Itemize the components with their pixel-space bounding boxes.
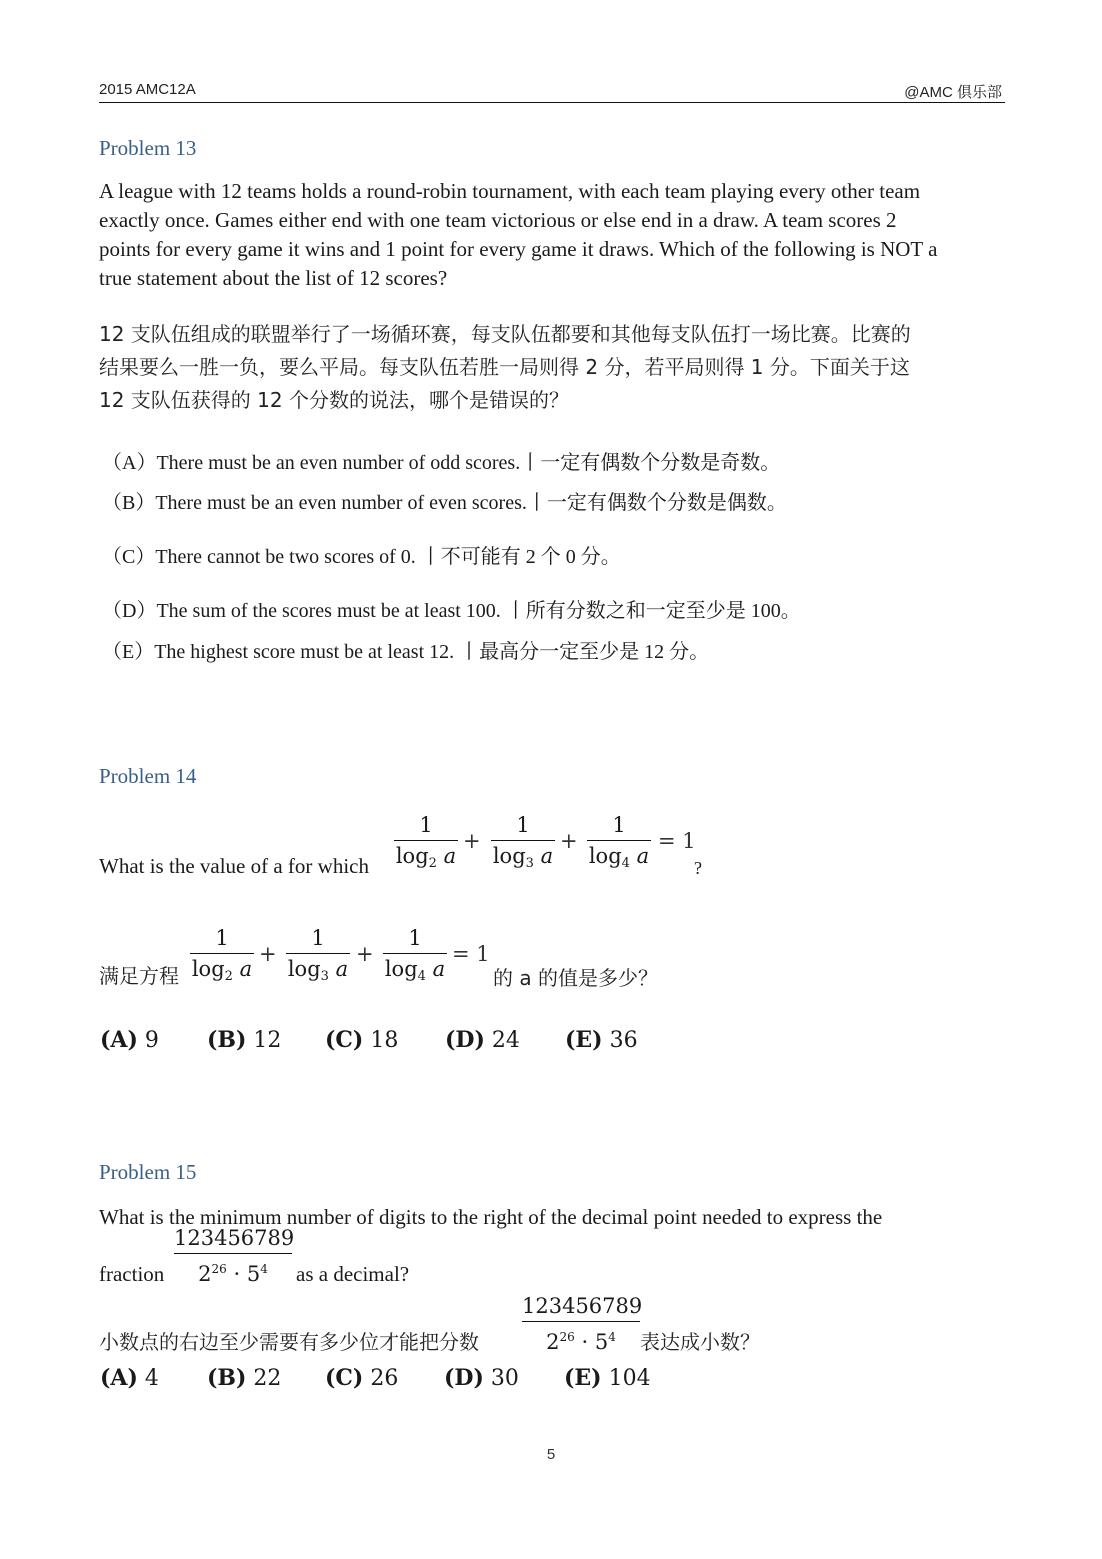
- choice-e: [564, 1365, 651, 1391]
- variable-a: a: [335, 957, 349, 981]
- problem-13-english: [99, 177, 937, 293]
- choice-label: (D): [445, 1027, 485, 1053]
- choice-label: (E): [565, 1027, 603, 1053]
- fraction-numerator: 123456789: [174, 1226, 295, 1250]
- p13-option-b: （B）There must be an even number of even scores.丨一定有偶数个分数是偶数。: [102, 492, 787, 514]
- variable-a: a: [540, 844, 554, 868]
- den-base: 5: [246, 1262, 261, 1286]
- p13-en-line: points for every game it wins and 1 point for every game it draws. Which of the following is NOT a: [99, 237, 938, 261]
- choice-value: 30: [490, 1366, 519, 1391]
- choice-value: 18: [370, 1028, 399, 1053]
- fraction-denominator: [174, 1255, 292, 1288]
- log-base: 2: [224, 969, 233, 984]
- times-dot: ·: [233, 1262, 241, 1286]
- choice-label: (B): [207, 1365, 247, 1391]
- choice-e: [565, 1027, 638, 1053]
- p14-zh-suffix: 的 a 的值是多少？: [493, 966, 658, 990]
- fraction-bar: [190, 953, 254, 954]
- p15-fraction: [174, 1225, 295, 1288]
- p13-zh-line: 结果要么一胜一负，要么平局。每支队伍若胜一局则得 2 分，若平局则得 1 分。下面关于这: [99, 355, 910, 379]
- p15-en-prefix: fraction: [99, 1262, 165, 1286]
- variable-a: a: [443, 844, 457, 868]
- fraction-denominator: [491, 842, 555, 878]
- choice-value: 36: [609, 1028, 638, 1053]
- log-base: 4: [417, 969, 426, 984]
- choice-d: [445, 1027, 520, 1053]
- choice-b: [207, 1027, 281, 1053]
- den-exponent: 26: [559, 1330, 575, 1344]
- log-word: log: [492, 844, 526, 868]
- choice-label: (D): [444, 1365, 484, 1391]
- p14-zh-prefix: 满足方程: [99, 964, 179, 988]
- choice-value: 9: [144, 1028, 159, 1053]
- choice-a: [100, 1027, 159, 1053]
- p15-zh-prefix: 小数点的右边至少需要有多少位才能把分数: [99, 1330, 479, 1354]
- p13-en-line: true statement about the list of 12 scores?: [99, 266, 448, 290]
- fraction-denominator: [587, 842, 651, 878]
- choice-label: (A): [100, 1027, 138, 1053]
- log-word: log: [395, 844, 429, 868]
- choice-b: [207, 1365, 281, 1391]
- p14-zh-fraction-log3: [286, 925, 350, 991]
- p13-en-line: A league with 12 teams holds a round-robin tournament, with each team playing every other team: [99, 179, 921, 203]
- log-word: log: [384, 957, 418, 981]
- plus-sign: +: [356, 942, 374, 966]
- problem-15-title: Problem 15: [99, 1160, 197, 1184]
- p14-en-prefix: What is the value of a for which: [99, 854, 369, 878]
- p13-zh-line: 12 支队伍获得的 12 个分数的说法，哪个是错误的？: [99, 388, 569, 412]
- log-base: 3: [320, 969, 329, 984]
- fraction-bar: [394, 840, 458, 841]
- p14-en-suffix: ?: [694, 858, 702, 878]
- choice-label: (C): [325, 1365, 364, 1391]
- choice-a: [100, 1365, 159, 1391]
- p14-zh-fraction-log4: [383, 925, 447, 991]
- fraction-bar: [383, 953, 447, 954]
- choice-value: 22: [253, 1366, 282, 1391]
- log-base: 3: [525, 856, 534, 871]
- choice-label: (B): [207, 1027, 247, 1053]
- p14-fraction-log3: [491, 812, 555, 878]
- log-word: log: [287, 957, 321, 981]
- p15-en-line1: What is the minimum number of digits to the right of the decimal point needed to express the: [99, 1205, 883, 1229]
- fraction-bar: [587, 840, 651, 841]
- den-exponent: 4: [608, 1330, 616, 1344]
- fraction-numerator: 1: [516, 813, 530, 837]
- log-word: log: [191, 957, 225, 981]
- p14-fraction-log4: [587, 812, 651, 878]
- p13-en-line: exactly once. Games either end with one team victorious or else end in a draw. A team scores 2: [99, 208, 897, 232]
- variable-a: a: [432, 957, 446, 981]
- p13-option-a: （A）There must be an even number of odd scores.丨一定有偶数个分数是奇数。: [102, 452, 781, 474]
- p15-en-suffix: as a decimal?: [296, 1262, 410, 1286]
- fraction-numerator: 1: [612, 813, 626, 837]
- page-number: 5: [546, 1446, 556, 1463]
- choice-label: (A): [100, 1365, 138, 1391]
- choice-value: 12: [253, 1028, 282, 1053]
- den-base: 5: [594, 1330, 609, 1354]
- problem-14-title: Problem 14: [99, 764, 197, 788]
- p15-zh-fraction: [522, 1293, 643, 1356]
- choice-value: 104: [608, 1366, 651, 1391]
- page-header: [99, 79, 1004, 103]
- fraction-bar: [522, 1321, 640, 1322]
- p13-option-c: （C）There cannot be two scores of 0. 丨不可能有 2 个 0 分。: [102, 546, 621, 568]
- plus-sign: +: [259, 942, 277, 966]
- den-base: 2: [198, 1262, 212, 1286]
- p13-option-d: （D）The sum of the scores must be at least 100. 丨所有分数之和一定至少是 100。: [102, 600, 801, 622]
- fraction-denominator: [286, 955, 350, 991]
- plus-sign: +: [560, 829, 578, 853]
- choice-c: [325, 1027, 398, 1053]
- p15-zh-suffix: 表达成小数？: [640, 1330, 760, 1354]
- choice-label: (C): [325, 1027, 364, 1053]
- choice-label: (E): [564, 1365, 602, 1391]
- equals-one: = 1: [658, 829, 696, 853]
- fraction-numerator: 1: [311, 926, 325, 950]
- choice-d: [444, 1365, 519, 1391]
- problem-13-title: Problem 13: [99, 136, 197, 160]
- header-right: @AMC 俱乐部: [904, 84, 1002, 101]
- fraction-bar: [286, 953, 350, 954]
- choice-value: 24: [491, 1028, 520, 1053]
- fraction-numerator: 1: [215, 926, 229, 950]
- choice-value: 4: [144, 1366, 159, 1391]
- variable-a: a: [636, 844, 650, 868]
- fraction-numerator: 1: [408, 926, 422, 950]
- fraction-denominator: [190, 955, 254, 991]
- fraction-bar: [491, 840, 555, 841]
- den-exponent: 4: [260, 1262, 268, 1276]
- choice-c: [325, 1365, 398, 1391]
- times-dot: ·: [581, 1330, 589, 1354]
- fraction-denominator: [383, 955, 447, 991]
- plus-sign: +: [463, 829, 481, 853]
- fraction-bar: [174, 1253, 292, 1254]
- fraction-denominator: [394, 842, 458, 878]
- choice-value: 26: [370, 1366, 399, 1391]
- p14-zh-fraction-log2: [190, 925, 254, 991]
- log-word: log: [588, 844, 622, 868]
- log-base: 2: [428, 856, 437, 871]
- fraction-numerator: 1: [419, 813, 433, 837]
- equals-one: = 1: [452, 942, 490, 966]
- fraction-denominator: [522, 1323, 640, 1356]
- variable-a: a: [239, 957, 253, 981]
- p13-zh-line: 12 支队伍组成的联盟举行了一场循环赛，每支队伍都要和其他每支队伍打一场比赛。比赛的: [99, 322, 911, 346]
- header-left: 2015 AMC12A: [99, 81, 196, 98]
- den-base: 2: [546, 1330, 560, 1354]
- log-base: 4: [621, 856, 630, 871]
- problem-13-chinese: [99, 318, 911, 417]
- p14-fraction-log2: [394, 812, 458, 878]
- den-exponent: 26: [211, 1262, 227, 1276]
- p13-option-e: （E）The highest score must be at least 12. 丨最高分一定至少是 12 分。: [102, 641, 710, 663]
- fraction-numerator: 123456789: [522, 1294, 643, 1318]
- header-divider: [99, 102, 1005, 103]
